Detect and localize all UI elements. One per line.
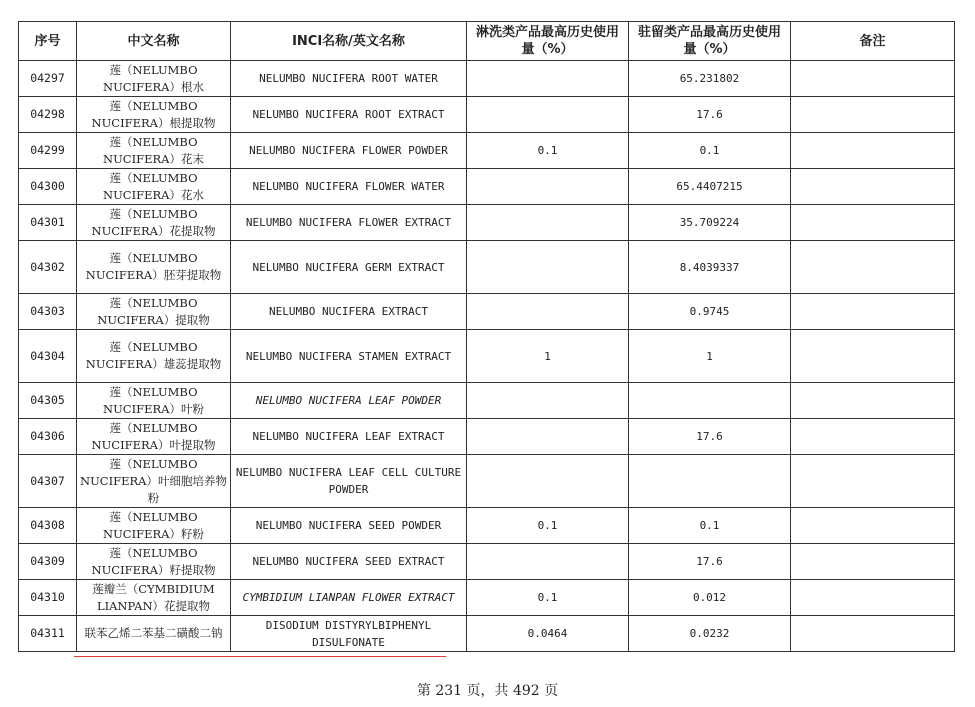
table-row <box>19 169 955 205</box>
cell-inci-name: CYMBIDIUM LIANPAN FLOWER EXTRACT <box>231 580 467 616</box>
cell-leave-on: 0.0232 <box>629 616 791 652</box>
cell-seq: 04301 <box>19 205 77 241</box>
cell-chinese-name: 莲（NELUMBO NUCIFERA）花提取物 <box>77 205 231 241</box>
table-header-row <box>19 22 955 61</box>
cell-remark <box>791 616 955 652</box>
cell-inci-name: NELUMBO NUCIFERA SEED EXTRACT <box>231 544 467 580</box>
table-row <box>19 133 955 169</box>
header-chinese-name: 中文名称 <box>77 22 231 61</box>
cell-inci-name: NELUMBO NUCIFERA FLOWER WATER <box>231 169 467 205</box>
cell-remark <box>791 97 955 133</box>
cell-inci-name: NELUMBO NUCIFERA ROOT WATER <box>231 61 467 97</box>
header-leave-on-usage: 驻留类产品最高历史使用量（%） <box>629 22 791 61</box>
cell-remark <box>791 330 955 383</box>
cell-leave-on <box>629 383 791 419</box>
table-row <box>19 61 955 97</box>
cell-rinse-off <box>467 419 629 455</box>
cell-rinse-off: 0.1 <box>467 580 629 616</box>
cell-rinse-off <box>467 294 629 330</box>
cell-inci-name: NELUMBO NUCIFERA EXTRACT <box>231 294 467 330</box>
header-seq: 序号 <box>19 22 77 61</box>
cell-seq: 04300 <box>19 169 77 205</box>
cell-chinese-name: 莲（NELUMBO NUCIFERA）叶细胞培养物粉 <box>77 455 231 508</box>
cell-leave-on: 0.1 <box>629 508 791 544</box>
table-row <box>19 241 955 294</box>
cell-rinse-off <box>467 383 629 419</box>
cell-leave-on: 0.1 <box>629 133 791 169</box>
cell-chinese-name: 莲（NELUMBO NUCIFERA）根水 <box>77 61 231 97</box>
cell-leave-on: 65.4407215 <box>629 169 791 205</box>
cell-remark <box>791 544 955 580</box>
cell-chinese-name: 莲（NELUMBO NUCIFERA）提取物 <box>77 294 231 330</box>
ingredient-table <box>18 21 955 652</box>
cell-leave-on: 17.6 <box>629 544 791 580</box>
table-row <box>19 97 955 133</box>
cell-remark <box>791 294 955 330</box>
cell-seq: 04310 <box>19 580 77 616</box>
cell-inci-name: NELUMBO NUCIFERA GERM EXTRACT <box>231 241 467 294</box>
cell-seq: 04299 <box>19 133 77 169</box>
cell-rinse-off <box>467 205 629 241</box>
table-row <box>19 205 955 241</box>
cell-leave-on: 0.9745 <box>629 294 791 330</box>
cell-chinese-name: 莲（NELUMBO NUCIFERA）雄蕊提取物 <box>77 330 231 383</box>
cell-inci-name: NELUMBO NUCIFERA STAMEN EXTRACT <box>231 330 467 383</box>
cell-seq: 04307 <box>19 455 77 508</box>
table-row <box>19 580 955 616</box>
cell-inci-name: NELUMBO NUCIFERA FLOWER EXTRACT <box>231 205 467 241</box>
cell-chinese-name: 联苯乙烯二苯基二磺酸二钠 <box>77 616 231 652</box>
cell-seq: 04297 <box>19 61 77 97</box>
cell-seq: 04311 <box>19 616 77 652</box>
cell-rinse-off <box>467 241 629 294</box>
cell-inci-name: NELUMBO NUCIFERA ROOT EXTRACT <box>231 97 467 133</box>
cell-inci-name: NELUMBO NUCIFERA FLOWER POWDER <box>231 133 467 169</box>
cell-inci-name: NELUMBO NUCIFERA LEAF EXTRACT <box>231 419 467 455</box>
cell-chinese-name: 莲（NELUMBO NUCIFERA）籽粉 <box>77 508 231 544</box>
cell-remark <box>791 61 955 97</box>
cell-leave-on: 17.6 <box>629 419 791 455</box>
table-row <box>19 508 955 544</box>
cell-inci-name: NELUMBO NUCIFERA LEAF POWDER <box>231 383 467 419</box>
cell-remark <box>791 580 955 616</box>
header-rinse-off-usage: 淋洗类产品最高历史使用量（%） <box>467 22 629 61</box>
header-remark: 备注 <box>791 22 955 61</box>
cell-seq: 04308 <box>19 508 77 544</box>
table-row <box>19 544 955 580</box>
cell-seq: 04303 <box>19 294 77 330</box>
cell-inci-name: NELUMBO NUCIFERA SEED POWDER <box>231 508 467 544</box>
cell-seq: 04309 <box>19 544 77 580</box>
cell-chinese-name: 莲（NELUMBO NUCIFERA）叶提取物 <box>77 419 231 455</box>
cell-chinese-name: 莲（NELUMBO NUCIFERA）胚芽提取物 <box>77 241 231 294</box>
cell-rinse-off <box>467 97 629 133</box>
cell-remark <box>791 133 955 169</box>
cell-leave-on: 65.231802 <box>629 61 791 97</box>
cell-rinse-off <box>467 169 629 205</box>
cell-inci-name: DISODIUM DISTYRYLBIPHENYL DISULFONATE <box>231 616 467 652</box>
cell-seq: 04302 <box>19 241 77 294</box>
table-body <box>19 61 955 652</box>
cell-seq: 04298 <box>19 97 77 133</box>
cell-remark <box>791 241 955 294</box>
cell-leave-on: 0.012 <box>629 580 791 616</box>
cell-rinse-off: 0.1 <box>467 133 629 169</box>
table-row <box>19 383 955 419</box>
cell-chinese-name: 莲（NELUMBO NUCIFERA）根提取物 <box>77 97 231 133</box>
cell-seq: 04306 <box>19 419 77 455</box>
cell-rinse-off <box>467 455 629 508</box>
cell-inci-name: NELUMBO NUCIFERA LEAF CELL CULTURE POWDER <box>231 455 467 508</box>
table-row <box>19 294 955 330</box>
cell-remark <box>791 508 955 544</box>
cell-rinse-off <box>467 544 629 580</box>
cell-chinese-name: 莲（NELUMBO NUCIFERA）籽提取物 <box>77 544 231 580</box>
table-row <box>19 330 955 383</box>
cell-remark <box>791 205 955 241</box>
cell-remark <box>791 455 955 508</box>
cell-leave-on <box>629 455 791 508</box>
red-underline-mark <box>74 656 446 657</box>
cell-leave-on: 8.4039337 <box>629 241 791 294</box>
cell-seq: 04305 <box>19 383 77 419</box>
cell-remark <box>791 383 955 419</box>
cell-remark <box>791 419 955 455</box>
cell-rinse-off: 0.1 <box>467 508 629 544</box>
cell-chinese-name: 莲（NELUMBO NUCIFERA）花水 <box>77 169 231 205</box>
table-row <box>19 455 955 508</box>
cell-leave-on: 35.709224 <box>629 205 791 241</box>
cell-chinese-name: 莲瓣兰（CYMBIDIUM LIANPAN）花提取物 <box>77 580 231 616</box>
cell-remark <box>791 169 955 205</box>
cell-leave-on: 1 <box>629 330 791 383</box>
cell-rinse-off: 0.0464 <box>467 616 629 652</box>
page-number-footer: 第 231 页，共 492 页 <box>416 683 559 699</box>
cell-rinse-off <box>467 61 629 97</box>
cell-chinese-name: 莲（NELUMBO NUCIFERA）叶粉 <box>77 383 231 419</box>
cell-chinese-name: 莲（NELUMBO NUCIFERA）花末 <box>77 133 231 169</box>
table-row <box>19 616 955 652</box>
header-inci-name: INCI名称/英文名称 <box>231 22 467 61</box>
cell-leave-on: 17.6 <box>629 97 791 133</box>
table-row <box>19 419 955 455</box>
cell-seq: 04304 <box>19 330 77 383</box>
cell-rinse-off: 1 <box>467 330 629 383</box>
